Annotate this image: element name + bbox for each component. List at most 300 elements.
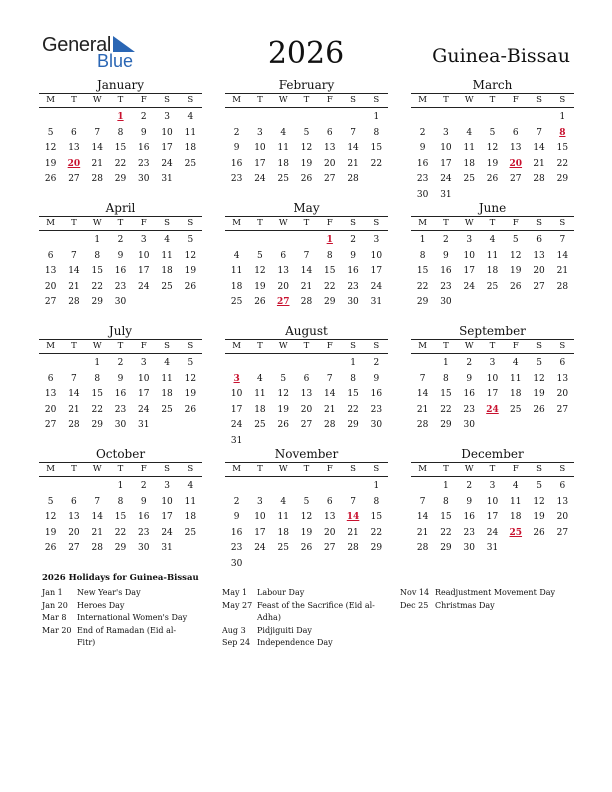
weekday-label: S — [536, 95, 542, 105]
holiday-date: Nov 14 — [400, 588, 430, 597]
day-cell: 14 — [556, 250, 569, 261]
holidays-title: 2026 Holidays for Guinea-Bissau — [42, 573, 199, 583]
day-cell: 18 — [510, 389, 522, 399]
day-cell: 15 — [324, 266, 336, 276]
day-cell: 16 — [463, 389, 475, 399]
day-cell: 16 — [230, 158, 243, 169]
day-cell: 4 — [187, 481, 194, 491]
day-cell: 6 — [303, 373, 310, 384]
weekday-label: S — [164, 95, 170, 105]
day-cell: 15 — [91, 389, 103, 399]
day-cell: 13 — [68, 512, 80, 522]
weekday-label: S — [350, 464, 356, 474]
day-cell: 17 — [254, 527, 266, 538]
day-cell: 16 — [230, 527, 243, 538]
holiday-entry — [42, 625, 192, 650]
weekday-label: W — [92, 95, 102, 105]
day-cell: 3 — [373, 235, 380, 245]
day-cell: 8 — [373, 496, 380, 507]
day-cell: 2 — [466, 358, 473, 368]
month-name: October — [95, 447, 146, 461]
holiday-name: Christmas Day — [435, 600, 495, 610]
holiday-date: May 1 — [222, 588, 248, 597]
day-cell: 25 — [254, 420, 266, 430]
day-cell: 12 — [510, 250, 522, 261]
day-cell: 24 — [440, 174, 452, 184]
empty-cell — [295, 479, 318, 495]
empty-cell — [527, 110, 550, 126]
day-cell: 9 — [350, 250, 356, 261]
month-april — [39, 201, 202, 311]
weekday-label: T — [117, 95, 124, 105]
day-cell: 4 — [512, 481, 519, 491]
weekday-label: T — [257, 95, 263, 105]
day-cell: 13 — [44, 266, 57, 276]
day-cell: 30 — [416, 189, 429, 200]
day-cell: 10 — [161, 496, 173, 507]
day-cell: 19 — [300, 158, 313, 169]
day-cell: 14 — [324, 389, 336, 399]
day-cell: 24 — [230, 420, 243, 430]
day-cell: 7 — [536, 127, 542, 138]
day-cell: 12 — [44, 143, 57, 153]
day-cell: 31 — [440, 189, 452, 200]
day-grid — [411, 479, 574, 557]
day-cell: 20 — [324, 527, 336, 538]
day-cell: 31 — [486, 543, 499, 553]
day-cell: 1 — [117, 481, 124, 491]
day-cell: 26 — [184, 404, 197, 415]
day-grid — [411, 356, 574, 434]
day-cell: 30 — [138, 174, 150, 184]
day-cell: 18 — [254, 404, 266, 415]
holiday-day-cell: 3 — [233, 373, 240, 384]
day-grid — [225, 233, 388, 311]
day-cell: 8 — [373, 127, 380, 138]
day-cell: 18 — [277, 158, 289, 169]
day-cell: 17 — [486, 512, 499, 522]
holiday-name: Labour Day — [257, 588, 305, 597]
day-cell: 3 — [164, 112, 170, 122]
weekday-label: M — [46, 341, 55, 351]
holiday-name: End of Ramadan (Eid al-Fitr) — [77, 625, 177, 647]
day-cell: 19 — [44, 527, 57, 538]
day-cell: 4 — [280, 127, 287, 138]
empty-cell — [504, 110, 527, 126]
day-cell: 14 — [416, 389, 429, 399]
day-cell: 25 — [463, 174, 475, 184]
day-cell: 5 — [187, 235, 194, 245]
day-cell: 22 — [370, 158, 383, 169]
day-cell: 2 — [350, 235, 356, 245]
weekday-label: S — [536, 218, 542, 228]
day-cell: 10 — [486, 373, 499, 384]
day-cell: 22 — [556, 158, 569, 169]
month-september — [411, 324, 574, 434]
day-cell: 7 — [559, 235, 566, 245]
day-cell: 17 — [486, 389, 499, 399]
day-cell: 31 — [161, 174, 173, 184]
day-cell: 3 — [164, 481, 170, 491]
holiday-date: Aug 3 — [222, 625, 246, 635]
day-cell: 28 — [91, 543, 103, 553]
day-cell: 9 — [140, 127, 147, 138]
day-cell: 17 — [138, 389, 150, 399]
day-cell: 5 — [280, 373, 287, 384]
month-name: June — [478, 201, 507, 215]
month-name: August — [285, 324, 328, 338]
holiday-column — [400, 587, 575, 612]
day-cell: 7 — [303, 250, 310, 261]
day-grid — [225, 479, 388, 572]
holiday-day-cell: 1 — [117, 112, 124, 122]
day-cell: 15 — [370, 512, 383, 522]
month-december — [411, 447, 574, 557]
day-cell: 15 — [91, 266, 103, 276]
day-cell: 31 — [138, 420, 150, 430]
day-cell: 2 — [419, 127, 426, 138]
day-cell: 28 — [347, 543, 359, 553]
day-cell: 9 — [419, 143, 426, 153]
day-cell: 25 — [230, 297, 243, 307]
day-cell: 14 — [416, 512, 429, 522]
day-cell: 17 — [463, 266, 475, 276]
day-cell: 17 — [440, 158, 452, 169]
day-cell: 10 — [440, 143, 452, 153]
day-cell: 19 — [510, 266, 522, 276]
holiday-name: Readjustment Movement Day — [435, 588, 556, 597]
weekday-label: T — [117, 341, 124, 351]
day-cell: 8 — [350, 373, 356, 384]
day-cell: 12 — [184, 373, 197, 384]
month-name: December — [461, 447, 524, 461]
day-cell: 19 — [184, 266, 197, 276]
holiday-column — [42, 587, 192, 650]
day-cell: 22 — [114, 527, 127, 538]
weekday-label: F — [512, 341, 519, 351]
weekday-label: T — [443, 464, 449, 474]
holiday-name: Independence Day — [257, 638, 333, 647]
empty-cell — [225, 110, 248, 126]
day-cell: 26 — [533, 404, 545, 415]
weekday-label: T — [257, 341, 263, 351]
weekday-label: F — [326, 341, 333, 351]
day-cell: 24 — [161, 527, 173, 538]
day-cell: 7 — [94, 496, 101, 507]
weekday-label: T — [303, 95, 310, 105]
day-cell: 9 — [117, 373, 124, 384]
day-cell: 18 — [230, 281, 243, 292]
day-cell: 19 — [300, 527, 313, 538]
day-cell: 29 — [324, 297, 336, 307]
day-cell: 7 — [71, 373, 77, 384]
day-cell: 10 — [138, 373, 150, 384]
day-cell: 5 — [47, 496, 54, 507]
weekday-header — [225, 93, 388, 108]
weekday-header — [411, 339, 574, 354]
empty-cell — [39, 110, 62, 126]
holiday-entry — [42, 612, 192, 625]
day-cell: 29 — [440, 420, 452, 430]
day-cell: 13 — [556, 496, 569, 507]
empty-cell — [225, 356, 248, 372]
day-cell: 9 — [233, 512, 240, 522]
holiday-day-cell: 20 — [509, 158, 523, 169]
day-cell: 8 — [94, 373, 101, 384]
weekday-header — [39, 462, 202, 477]
empty-cell — [39, 233, 62, 249]
day-cell: 25 — [510, 404, 522, 415]
day-cell: 10 — [138, 250, 150, 261]
weekday-label: S — [187, 218, 194, 228]
day-cell: 2 — [466, 481, 473, 491]
day-cell: 26 — [184, 281, 197, 292]
day-cell: 11 — [254, 389, 266, 399]
day-cell: 26 — [277, 420, 289, 430]
day-cell: 18 — [161, 266, 173, 276]
day-cell: 7 — [419, 496, 426, 507]
day-cell: 11 — [230, 266, 243, 276]
empty-cell — [318, 110, 341, 126]
day-cell: 30 — [114, 297, 127, 307]
day-cell: 24 — [254, 543, 266, 553]
day-cell: 29 — [347, 420, 359, 430]
day-cell: 23 — [114, 281, 127, 292]
day-cell: 4 — [280, 496, 287, 507]
weekday-label: M — [418, 218, 427, 228]
empty-cell — [272, 110, 295, 126]
day-cell: 29 — [114, 543, 127, 553]
day-cell: 9 — [443, 250, 449, 261]
day-cell: 27 — [533, 281, 545, 292]
day-cell: 8 — [117, 496, 124, 507]
day-cell: 13 — [324, 143, 336, 153]
empty-cell — [295, 356, 318, 372]
day-cell: 16 — [463, 512, 475, 522]
day-cell: 5 — [187, 358, 194, 368]
month-name: February — [278, 78, 335, 92]
day-cell: 23 — [416, 174, 429, 184]
day-cell: 23 — [440, 281, 452, 292]
weekday-label: M — [418, 464, 427, 474]
day-cell: 4 — [164, 235, 170, 245]
weekday-label: T — [303, 341, 310, 351]
month-march — [411, 78, 574, 203]
day-cell: 12 — [184, 250, 197, 261]
day-cell: 17 — [370, 266, 383, 276]
day-cell: 5 — [303, 127, 310, 138]
holiday-day-cell: 8 — [559, 127, 566, 138]
day-cell: 15 — [416, 266, 429, 276]
weekday-label: W — [278, 218, 288, 228]
weekday-header — [411, 216, 574, 231]
day-cell: 15 — [114, 143, 127, 153]
day-cell: 24 — [463, 281, 475, 292]
weekday-label: M — [46, 218, 55, 228]
day-cell: 28 — [68, 420, 80, 430]
day-cell: 27 — [324, 174, 336, 184]
day-cell: 29 — [91, 420, 103, 430]
weekday-label: S — [373, 464, 380, 474]
empty-cell — [458, 110, 481, 126]
weekday-header — [411, 93, 574, 108]
weekday-label: F — [512, 218, 519, 228]
day-cell: 23 — [230, 543, 243, 553]
holiday-day-cell: 24 — [486, 404, 499, 415]
day-cell: 12 — [277, 389, 289, 399]
day-cell: 30 — [463, 420, 475, 430]
day-cell: 7 — [419, 373, 426, 384]
day-cell: 20 — [556, 512, 569, 522]
day-cell: 10 — [161, 127, 173, 138]
day-cell: 30 — [230, 558, 243, 569]
month-name: January — [96, 78, 145, 92]
day-grid — [225, 356, 388, 449]
day-cell: 5 — [536, 358, 542, 368]
day-cell: 1 — [350, 358, 356, 368]
day-cell: 29 — [114, 174, 127, 184]
day-cell: 14 — [91, 512, 103, 522]
day-cell: 15 — [370, 143, 383, 153]
logo-blue-text: Blue — [97, 51, 134, 71]
day-grid — [39, 356, 202, 434]
holiday-name: New Year's Day — [77, 588, 141, 597]
day-cell: 23 — [114, 404, 127, 415]
empty-cell — [225, 233, 248, 249]
day-cell: 24 — [161, 158, 173, 169]
day-cell: 2 — [117, 358, 124, 368]
day-cell: 23 — [370, 404, 383, 415]
day-cell: 10 — [254, 512, 266, 522]
day-cell: 12 — [533, 373, 545, 384]
day-cell: 27 — [556, 404, 569, 415]
holiday-date: May 27 — [222, 600, 253, 610]
day-cell: 5 — [303, 496, 310, 507]
weekday-label: T — [489, 341, 496, 351]
day-cell: 3 — [140, 358, 147, 368]
day-cell: 3 — [443, 127, 449, 138]
day-cell: 13 — [44, 389, 57, 399]
day-cell: 17 — [161, 143, 173, 153]
weekday-label: S — [559, 464, 566, 474]
weekday-label: W — [92, 341, 102, 351]
day-cell: 28 — [68, 297, 80, 307]
day-cell: 16 — [370, 389, 383, 399]
empty-cell — [248, 233, 271, 249]
day-cell: 6 — [326, 127, 333, 138]
day-cell: 30 — [347, 297, 359, 307]
day-cell: 14 — [68, 266, 80, 276]
day-cell: 2 — [140, 481, 147, 491]
month-august — [225, 324, 388, 449]
day-cell: 20 — [44, 281, 57, 292]
day-cell: 31 — [161, 543, 173, 553]
weekday-label: T — [117, 464, 124, 474]
day-cell: 27 — [556, 527, 569, 538]
day-grid — [225, 110, 388, 188]
day-cell: 6 — [71, 127, 77, 138]
day-cell: 13 — [68, 143, 80, 153]
empty-cell — [411, 110, 434, 126]
holiday-name: Heroes Day — [77, 600, 125, 610]
day-cell: 25 — [184, 527, 197, 538]
day-cell: 7 — [71, 250, 77, 261]
day-cell: 26 — [486, 174, 499, 184]
empty-cell — [248, 110, 271, 126]
day-cell: 21 — [347, 158, 359, 169]
empty-cell — [411, 356, 434, 372]
day-cell: 11 — [510, 496, 522, 507]
empty-cell — [341, 479, 364, 495]
weekday-label: S — [164, 464, 170, 474]
day-cell: 22 — [114, 158, 127, 169]
day-cell: 16 — [440, 266, 452, 276]
day-cell: 2 — [233, 127, 240, 138]
day-cell: 30 — [114, 420, 127, 430]
empty-cell — [434, 110, 457, 126]
month-name: April — [105, 201, 136, 215]
day-cell: 30 — [370, 420, 383, 430]
year-title: 2026 — [267, 36, 345, 71]
month-february — [225, 78, 388, 188]
weekday-label: M — [232, 341, 241, 351]
weekday-label: W — [278, 95, 288, 105]
day-cell: 28 — [533, 174, 545, 184]
weekday-label: F — [326, 218, 333, 228]
weekday-label: T — [443, 95, 449, 105]
weekday-label: S — [350, 341, 356, 351]
day-cell: 17 — [161, 512, 173, 522]
day-cell: 6 — [326, 496, 333, 507]
day-cell: 31 — [370, 297, 383, 307]
day-cell: 7 — [326, 373, 333, 384]
day-cell: 5 — [47, 127, 54, 138]
day-cell: 21 — [556, 266, 569, 276]
weekday-label: M — [418, 95, 427, 105]
day-cell: 29 — [91, 297, 103, 307]
day-cell: 8 — [443, 373, 449, 384]
empty-cell — [272, 356, 295, 372]
day-cell: 11 — [486, 250, 499, 261]
day-cell: 15 — [347, 389, 359, 399]
weekday-label: S — [536, 464, 542, 474]
day-cell: 6 — [559, 358, 566, 368]
holiday-entry — [222, 637, 377, 650]
day-cell: 14 — [347, 143, 359, 153]
empty-cell — [248, 356, 271, 372]
day-cell: 11 — [184, 496, 197, 507]
day-cell: 20 — [533, 266, 545, 276]
day-cell: 3 — [466, 235, 473, 245]
day-cell: 22 — [440, 527, 452, 538]
day-cell: 12 — [533, 496, 545, 507]
holiday-date: Jan 1 — [42, 588, 63, 597]
day-cell: 23 — [230, 174, 243, 184]
weekday-label: T — [117, 218, 124, 228]
day-cell: 28 — [556, 281, 569, 292]
weekday-header — [411, 462, 574, 477]
day-cell: 22 — [324, 281, 336, 292]
holiday-day-cell: 1 — [326, 235, 333, 245]
holiday-entry — [42, 600, 192, 613]
day-cell: 21 — [416, 527, 429, 538]
holiday-entry — [222, 625, 377, 638]
day-cell: 27 — [44, 297, 57, 307]
day-cell: 24 — [486, 527, 499, 538]
weekday-label: W — [92, 464, 102, 474]
weekday-header — [39, 93, 202, 108]
day-cell: 28 — [416, 543, 429, 553]
